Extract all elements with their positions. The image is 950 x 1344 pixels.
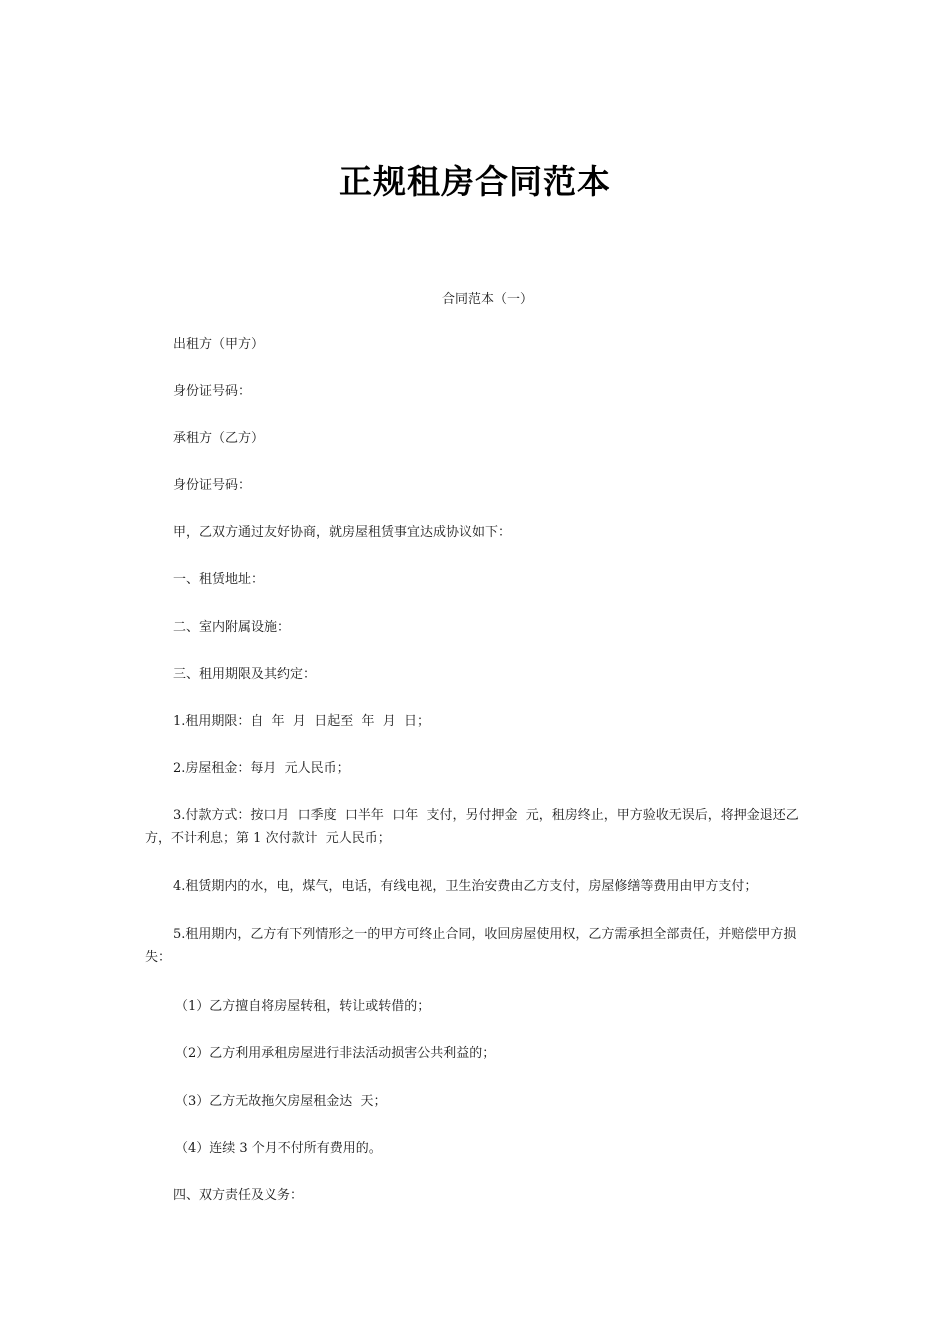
section-facilities: 二、室内附属设施： — [173, 620, 291, 635]
clause-term: 1.租用期限：自 年 月 日起至 年 月 日； — [173, 714, 430, 729]
lessee-id-line: 身份证号码： — [173, 478, 252, 493]
lessee-line: 承租方（乙方） — [173, 431, 265, 446]
document-title: 正规租房合同范本 — [339, 162, 611, 201]
lessor-id-line: 身份证号码： — [173, 384, 252, 399]
section-lease-address: 一、租赁地址： — [173, 572, 265, 587]
lessor-line: 出租方（甲方） — [173, 337, 265, 352]
clause-utilities: 4.租赁期内的水，电，煤气，电话，有线电视，卫生治安费由乙方支付，房屋修缮等费用由甲方支付； — [173, 879, 758, 894]
termination-item-1: （1）乙方擅自将房屋转租，转让或转借的； — [175, 999, 431, 1014]
document-subtitle: 合同范本（一） — [441, 292, 533, 307]
agreement-intro: 甲，乙双方通过友好协商，就房屋租赁事宜达成协议如下： — [173, 525, 512, 540]
section-responsibilities: 四、双方责任及义务： — [173, 1188, 304, 1203]
clause-termination: 5.租用期内，乙方有下列情形之一的甲方可终止合同，收回房屋使用权，乙方需承担全部责任，并赔偿甲方损失： — [145, 927, 797, 965]
clause-rent: 2.房屋租金：每月 元人民币； — [173, 761, 350, 776]
section-lease-term: 三、租用期限及其约定： — [173, 667, 317, 682]
termination-item-3: （3）乙方无故拖欠房屋租金达 天； — [175, 1094, 387, 1109]
termination-item-4: （4）连续 3 个月不付所有费用的。 — [175, 1141, 382, 1156]
termination-item-2: （2）乙方利用承租房屋进行非法活动损害公共利益的； — [175, 1046, 496, 1061]
clause-payment: 3.付款方式：按口月 口季度 口半年 口年 支付，另付押金 元，租房终止，甲方验收无误后，将押金退还乙方，不计利息；第 1 次付款计 元人民币； — [145, 808, 799, 846]
